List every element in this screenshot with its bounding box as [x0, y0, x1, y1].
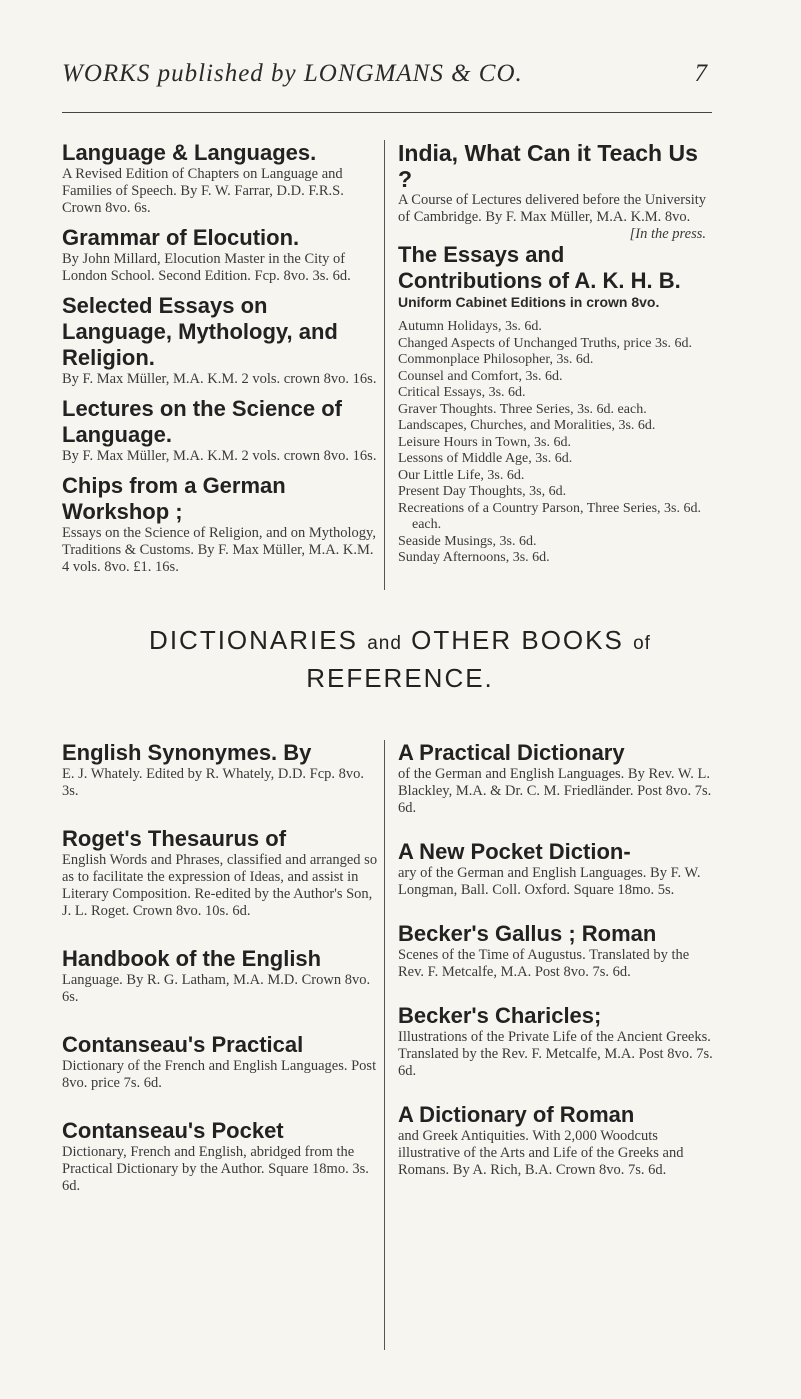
book-entry: [62, 396, 382, 465]
header-title: WORKS published by LONGMANS & CO.: [62, 60, 523, 87]
entry-title: India, What Can it Teach Us ?: [398, 140, 698, 192]
header-rule: [62, 112, 712, 113]
entry-body: of the German and English Languages. By Rev. W. L. Blackley, M.A. & Dr. C. M. Friedländer. Post 8vo. 7s. 6d.: [398, 766, 712, 816]
entry-body: Essays on the Science of Religion, and on Mythology, Traditions & Customs. By F. Max Müller, M.A. K.M. 4 vols. 8vo. £1. 16s.: [62, 525, 376, 575]
entry-title: Handbook of the English: [62, 946, 322, 971]
entry-note: [In the press.: [629, 226, 706, 242]
entry-body: English Words and Phrases, classified and arranged so as to facilitate the expression of Ideas, and assist in Literary Composition. Re-edited by the Author's Son, J. L. Roget. Crown 8vo. 10s. 6d.: [62, 852, 378, 919]
essay-list-item: Changed Aspects of Unchanged Truths, price 3s. 6d.: [398, 335, 692, 351]
entry-title: Selected Essays on Language, Mythology, and Religion.: [62, 293, 338, 370]
essay-list-item: Counsel and Comfort, 3s. 6d.: [398, 368, 563, 384]
entry-title: Contanseau's Practical: [62, 1032, 304, 1057]
essay-list-item: Our Little Life, 3s. 6d.: [398, 467, 525, 483]
entry-body: By F. Max Müller, M.A. K.M. 2 vols. crown 8vo. 16s.: [62, 371, 377, 387]
entry-body: Illustrations of the Private Life of the Ancient Greeks. Translated by the Rev. F. Metcalfe, M.A. Post 8vo. 7s. 6d.: [398, 1029, 713, 1079]
entry-title: Lectures on the Science of Language.: [62, 396, 342, 447]
bottom-right-column: [398, 740, 718, 1201]
entry-body: Language. By R. G. Latham, M.A. M.D. Crown 8vo. 6s.: [62, 972, 371, 1005]
essay-list-item: Graver Thoughts. Three Series, 3s. 6d. each.: [398, 401, 647, 417]
essay-list-item: Seaside Musings, 3s. 6d.: [398, 533, 537, 549]
bottom-left-column: [62, 740, 380, 1221]
running-header: [62, 60, 712, 88]
top-left-column: [62, 140, 382, 584]
book-entry: [62, 740, 380, 800]
book-entry: [62, 946, 380, 1006]
essay-list-item: Autumn Holidays, 3s. 6d.: [398, 319, 542, 334]
entry-title: A New Pocket Diction-: [398, 839, 631, 864]
entry-body: Dictionary, French and English, abridged from the Practical Dictionary by the Author. Square 18mo. 3s. 6d.: [62, 1144, 369, 1194]
essay-list-item: Critical Essays, 3s. 6d.: [398, 385, 526, 400]
section-heading: [40, 623, 760, 695]
entry-title: Becker's Charicles;: [398, 1003, 602, 1028]
entry-title: The Essays and Contributions of A. K. H. B.: [398, 242, 681, 293]
top-column-divider: [384, 140, 385, 590]
heading-and: and: [367, 633, 402, 654]
book-entry: [62, 826, 380, 920]
heading-other-books: OTHER BOOKS: [411, 625, 624, 655]
book-entry: [398, 839, 718, 899]
entry-title: Roget's Thesaurus of: [62, 826, 287, 851]
book-entry: [62, 473, 382, 576]
essay-list-item: Commonplace Philosopher, 3s. 6d.: [398, 352, 594, 367]
book-entry: [62, 293, 382, 388]
heading-reference: REFERENCE.: [306, 663, 494, 693]
essay-list: [398, 319, 718, 567]
entry-body: and Greek Antiquities. With 2,000 Woodcuts illustrative of the Arts and Life of the Greeks and Romans. By A. Rich, B.A. Crown 8vo. 7s. 6d.: [398, 1128, 684, 1178]
bottom-column-divider: [384, 740, 385, 1350]
entry-title: A Practical Dictionary: [398, 740, 625, 765]
essay-list-item: Leisure Hours in Town, 3s. 6d.: [398, 434, 571, 450]
entry-title: English Synonymes. By: [62, 740, 312, 765]
book-entry: [398, 1003, 718, 1080]
essay-list-item: Sunday Afternoons, 3s. 6d.: [398, 550, 550, 565]
book-entry: [398, 740, 718, 817]
book-entry: [398, 1102, 718, 1179]
essay-list-item: Recreations of a Country Parson, Three Series, 3s. 6d. each.: [398, 500, 702, 532]
book-entry: [62, 140, 382, 217]
essay-list-item: Lessons of Middle Age, 3s. 6d.: [398, 451, 573, 466]
entry-subtitle: Uniform Cabinet Editions in crown 8vo.: [398, 294, 660, 310]
entry-body: Scenes of the Time of Augustus. Translated by the Rev. F. Metcalfe, M.A. Post 8vo. 7s. 6d.: [398, 947, 690, 980]
heading-of: of: [633, 633, 651, 654]
entry-body: A Course of Lectures delivered before the University of Cambridge. By F. Max Müller, M.A. K.M. 8vo.: [398, 192, 707, 225]
entry-body: Dictionary of the French and English Languages. Post 8vo. price 7s. 6d.: [62, 1058, 377, 1091]
book-entry: [62, 1118, 380, 1195]
book-entry: [62, 225, 382, 285]
essay-list-item: Landscapes, Churches, and Moralities, 3s. 6d.: [398, 418, 656, 433]
entry-body: A Revised Edition of Chapters on Language and Families of Speech. By F. W. Farrar, D.D. F.R.S. Crown 8vo. 6s.: [62, 166, 344, 216]
entry-essays: [398, 242, 718, 567]
entry-body: By F. Max Müller, M.A. K.M. 2 vols. crown 8vo. 16s.: [62, 448, 377, 464]
entry-title: Contanseau's Pocket: [62, 1118, 284, 1143]
entry-body: ary of the German and English Languages. By F. W. Longman, Ball. Coll. Oxford. Square 18mo. 5s.: [398, 865, 701, 898]
entry-title: Grammar of Elocution.: [62, 225, 300, 250]
entry-title: A Dictionary of Roman: [398, 1102, 635, 1127]
entry-body: E. J. Whately. Edited by R. Whately, D.D. Fcp. 8vo. 3s.: [62, 766, 365, 799]
heading-dictionaries: DICTIONARIES: [149, 625, 358, 655]
entry-india: [398, 140, 718, 242]
entry-body: By John Millard, Elocution Master in the City of London School. Second Edition. Fcp. 8vo. 3s. 6d.: [62, 251, 351, 284]
top-right-column: [398, 140, 718, 577]
entry-title: Chips from a German Workshop ;: [62, 473, 286, 524]
essay-list-item: Present Day Thoughts, 3s, 6d.: [398, 484, 567, 499]
page-number: 7: [694, 60, 708, 87]
book-entry: [398, 921, 718, 981]
entry-title: Becker's Gallus ; Roman: [398, 921, 657, 946]
book-entry: [62, 1032, 380, 1092]
entry-title: Language & Languages.: [62, 140, 317, 165]
